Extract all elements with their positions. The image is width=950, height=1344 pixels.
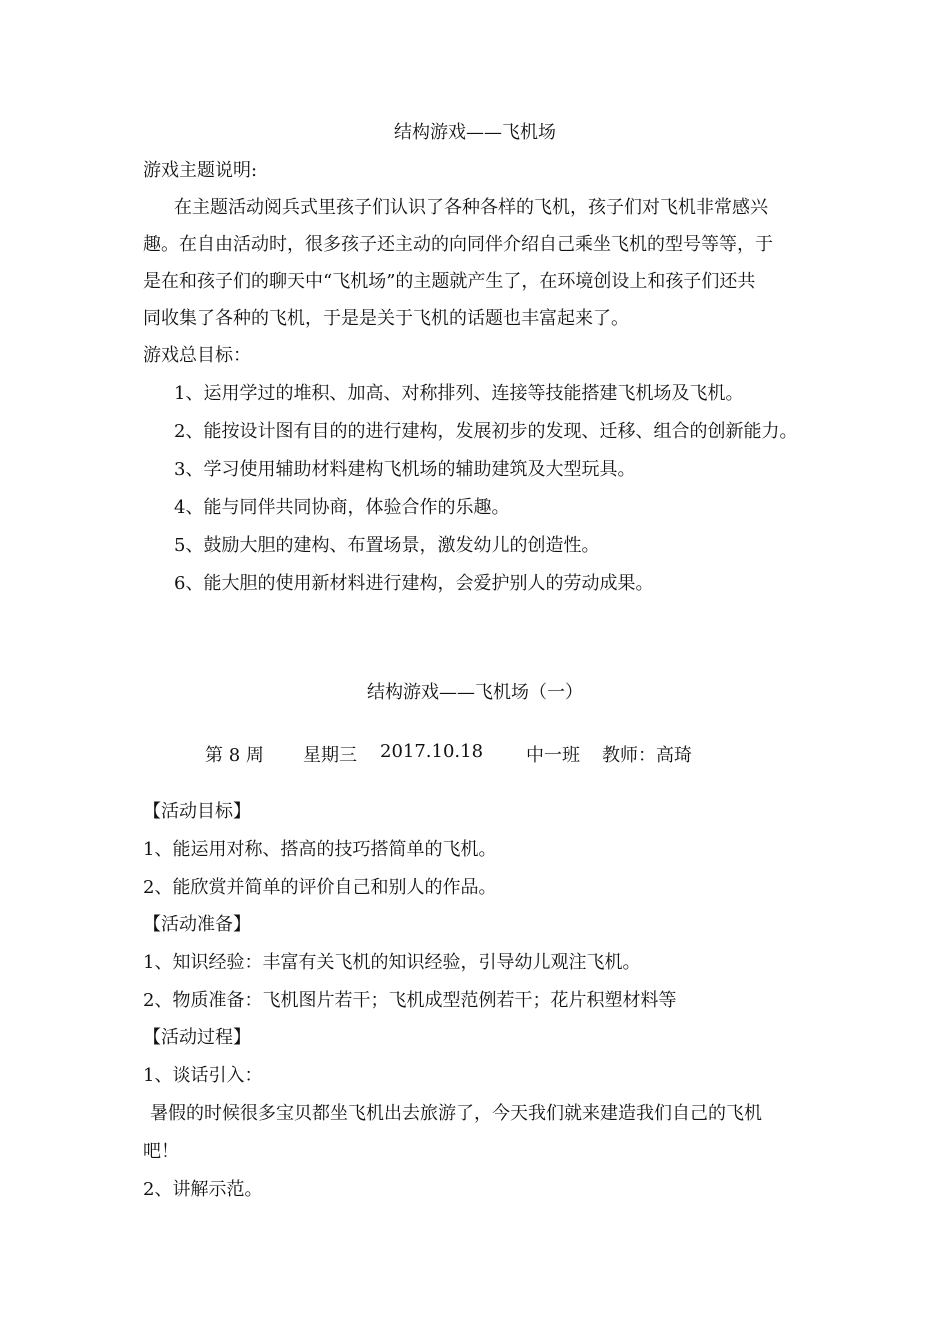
- theme-paragraph-line: 同收集了各种的飞机，于是是关于飞机的话题也丰富起来了。: [143, 308, 629, 329]
- process-step-1: 1、谈话引入：: [143, 1065, 263, 1086]
- activity-process-heading: 【活动过程】: [143, 1027, 251, 1048]
- activity-prep-item: 2、物质准备：飞机图片若干；飞机成型范例若干；花片积塑材料等: [143, 990, 677, 1011]
- activity-goal-item: 1、能运用对称、搭高的技巧搭简单的飞机。: [143, 839, 497, 860]
- theme-paragraph-line: 趣。在自由活动时，很多孩子还主动的向同伴介绍自己乘坐飞机的型号等等，于: [143, 234, 773, 255]
- meta-class: 中一班: [526, 745, 580, 766]
- activity-goals-heading: 【活动目标】: [143, 801, 251, 822]
- process-step-2: 2、讲解示范。: [143, 1179, 263, 1200]
- theme-paragraph-line: 在主题活动阅兵式里孩子们认识了各种各样的飞机，孩子们对飞机非常感兴: [174, 197, 768, 218]
- overall-goal-item: 3、学习使用辅助材料建构飞机场的辅助建筑及大型玩具。: [174, 459, 636, 480]
- activity-goal-item: 2、能欣赏并简单的评价自己和别人的作品。: [143, 877, 497, 898]
- section2-title: 结构游戏——飞机场（一）: [367, 682, 583, 703]
- overall-goals-heading: 游戏总目标：: [143, 345, 251, 366]
- section1-title: 结构游戏——飞机场: [394, 122, 556, 143]
- process-step-1-text: 暑假的时候很多宝贝都坐飞机出去旅游了，今天我们就来建造我们自己的飞机: [150, 1103, 762, 1124]
- meta-teacher: 教师：高琦: [602, 745, 692, 766]
- activity-prep-item: 1、知识经验：丰富有关飞机的知识经验，引导幼儿观注飞机。: [143, 952, 641, 973]
- overall-goal-item: 6、能大胆的使用新材料进行建构，会爱护别人的劳动成果。: [174, 573, 654, 594]
- activity-prep-heading: 【活动准备】: [143, 914, 251, 935]
- meta-date: 2017.10.18: [380, 741, 484, 762]
- overall-goal-item: 5、鼓励大胆的建构、布置场景，激发幼儿的创造性。: [174, 535, 600, 556]
- overall-goal-item: 2、能按设计图有目的的进行建构，发展初步的发现、迁移、组合的创新能力。: [174, 421, 798, 442]
- meta-weekday: 星期三: [303, 745, 357, 766]
- overall-goal-item: 1、运用学过的堆积、加高、对称排列、连接等技能搭建飞机场及飞机。: [174, 383, 744, 404]
- meta-week: 第 8 周: [205, 745, 264, 766]
- theme-heading: 游戏主题说明:: [143, 160, 258, 181]
- overall-goal-item: 4、能与同伴共同协商，体验合作的乐趣。: [174, 497, 510, 518]
- process-step-1-text: 吧！: [143, 1141, 179, 1162]
- theme-paragraph-line: 是在和孩子们的聊天中“飞机场”的主题就产生了，在环境创设上和孩子们还共: [143, 271, 756, 292]
